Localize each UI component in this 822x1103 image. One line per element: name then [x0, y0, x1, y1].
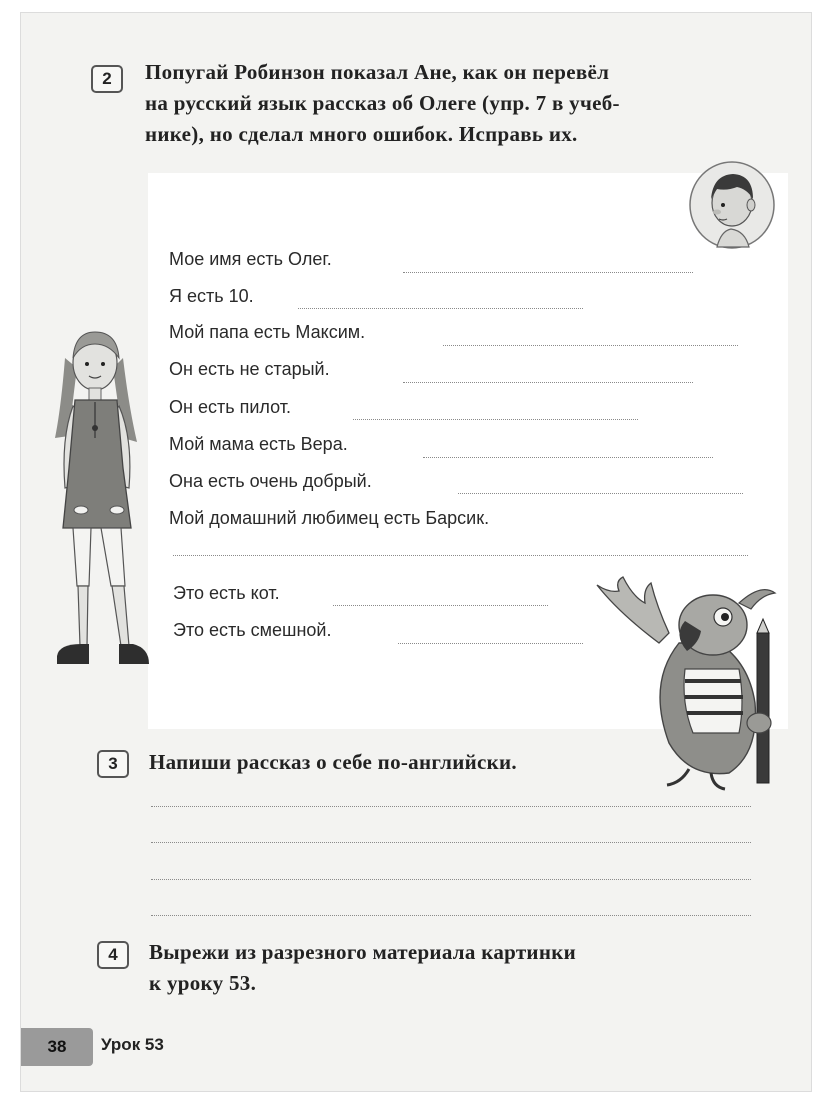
task-4-line-2: к уроку 53.: [149, 971, 257, 995]
answer-line-10[interactable]: [398, 643, 583, 644]
task-4-number: 4: [97, 941, 129, 969]
answer-line-9[interactable]: [333, 605, 548, 606]
page-number: 38: [21, 1028, 93, 1066]
task-2-number: 2: [91, 65, 123, 93]
sentence-10: Это есть смешной.: [173, 620, 332, 640]
answer-line-7[interactable]: [458, 493, 743, 494]
answer-line-5[interactable]: [353, 419, 638, 420]
task-3-instructions: Напиши рассказ о себе по-английски.: [149, 750, 517, 774]
task-2-instructions: [145, 57, 620, 150]
task-4-instructions: [149, 937, 576, 999]
sentence-4: Он есть не старый.: [169, 359, 330, 379]
sentence-7: Она есть очень добрый.: [169, 471, 372, 491]
writing-line-3[interactable]: [151, 879, 751, 880]
workbook-page: [20, 12, 812, 1092]
girl-figure: [37, 318, 157, 678]
answer-line-6[interactable]: [423, 457, 713, 458]
sentence-2: Я есть 10.: [169, 286, 254, 306]
sentence-1: Мое имя есть Олег.: [169, 249, 332, 269]
writing-line-4[interactable]: [151, 915, 751, 916]
task-3-number: 3: [97, 750, 129, 778]
sentence-6: Мой мама есть Вера.: [169, 434, 348, 454]
answer-line-8[interactable]: [173, 555, 748, 556]
task-4-line-1: Вырежи из разрезного материала картинки: [149, 940, 577, 964]
boy-portrait: [687, 159, 777, 251]
sentence-3: Мой папа есть Максим.: [169, 322, 366, 342]
task-2-line-1: Попугай Робинзон показал Ане, как он перевёл: [145, 60, 610, 84]
writing-line-2[interactable]: [151, 842, 751, 843]
writing-line-1[interactable]: [151, 806, 751, 807]
parrot-with-pencil: [589, 573, 789, 795]
sentence-8: Мой домашний любимец есть Барсик.: [169, 508, 490, 528]
answer-line-2[interactable]: [298, 308, 583, 309]
lesson-label: Урок 53: [101, 1035, 164, 1054]
answer-line-4[interactable]: [403, 382, 693, 383]
sentence-9: Это есть кот.: [173, 583, 280, 603]
sentence-5: Он есть пилот.: [169, 397, 291, 417]
task-2-line-2: на русский язык рассказ об Олеге (упр. 7 в учеб-: [145, 91, 620, 115]
answer-line-3[interactable]: [443, 345, 738, 346]
answer-line-1[interactable]: [403, 272, 693, 273]
task-2-line-3: нике), но сделал много ошибок. Исправь их.: [145, 122, 578, 146]
